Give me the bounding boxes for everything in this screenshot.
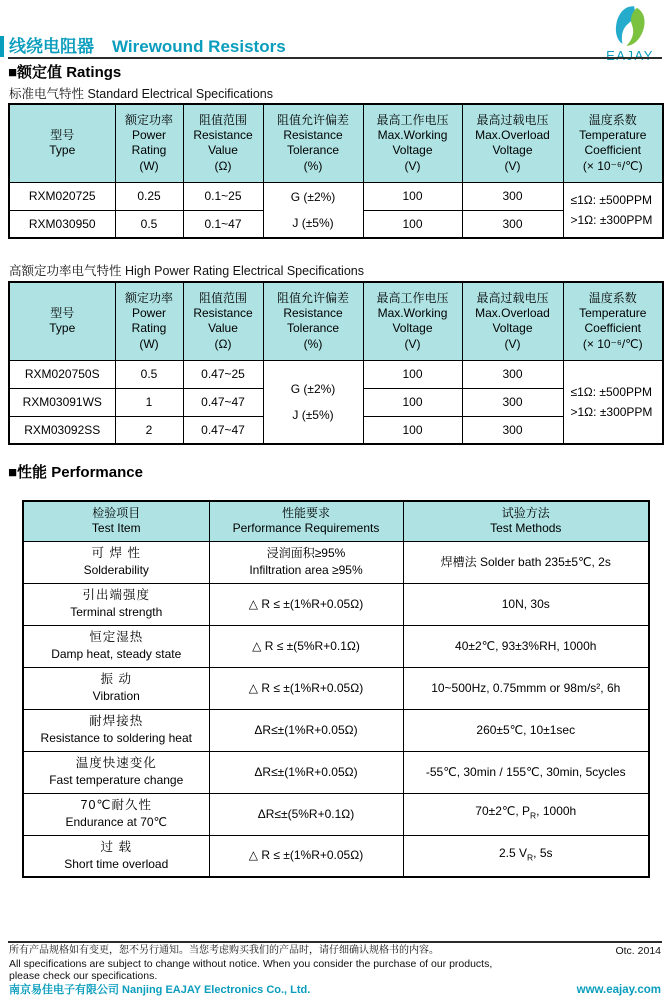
test-item-en: Fast temperature change — [49, 773, 184, 787]
col-header-temp-coefficient-zh: 温度系数 — [588, 112, 637, 127]
test-item-zh: 耐焊接热 — [89, 714, 144, 728]
temp-coefficient-line-1: ≤1Ω: ±500PPM — [570, 384, 653, 399]
power-cell: 1 — [115, 388, 183, 416]
overload-voltage-cell: 300 — [462, 210, 563, 238]
col-header-power-zh: 额定功率 — [124, 290, 173, 305]
col-header-overload-voltage-zh: 最高过载电压 — [476, 290, 549, 305]
col-header-resistance-unit: (Ω) — [214, 158, 232, 173]
col-header-resistance — [183, 104, 263, 182]
test-item-cell — [23, 709, 209, 751]
col-header-type-zh: 型号 — [50, 306, 75, 321]
table-row — [23, 751, 649, 793]
col-header-test-methods-zh: 试验方法 — [501, 506, 550, 521]
col-header-power — [115, 282, 183, 360]
temp-coefficient-cell — [563, 360, 663, 444]
tolerance-line-g: G (±2%) — [290, 189, 336, 204]
test-item-en: Terminal strength — [70, 605, 163, 619]
col-header-tolerance-zh: 阻值允许偏差 — [276, 112, 349, 127]
performance-heading: ■性能 Performance — [8, 464, 143, 481]
col-header-temp-coefficient-zh: 温度系数 — [588, 290, 637, 305]
requirement-line-1: 浸润面积≥95% — [266, 546, 346, 560]
leaf-logo-icon — [602, 4, 658, 48]
resistance-cell: 0.47~25 — [183, 360, 263, 388]
test-item-cell — [23, 751, 209, 793]
col-header-resistance-en: Resistance Value — [193, 305, 253, 335]
col-header-requirements-en: Performance Requirements — [232, 521, 380, 536]
col-header-working-voltage — [363, 282, 462, 360]
page-title — [9, 32, 286, 57]
col-header-working-voltage-unit: (V) — [404, 336, 421, 351]
temp-coefficient-line-2: >1Ω: ±300PPM — [570, 212, 653, 227]
col-header-power-unit: (W) — [139, 336, 159, 351]
requirement-line-2: Infiltration area ≥95% — [249, 563, 363, 577]
col-header-test-item-zh: 检验项目 — [92, 506, 141, 521]
col-header-temp-coefficient-en: Temperature Coefficient — [579, 305, 647, 335]
col-header-type-en: Type — [49, 321, 76, 336]
table-row — [23, 583, 649, 625]
working-voltage-cell: 100 — [363, 416, 462, 444]
col-header-working-voltage-zh: 最高工作电压 — [376, 112, 449, 127]
resistance-cell: 0.47~47 — [183, 388, 263, 416]
eajay-logo — [602, 4, 658, 63]
method-text: , 5s — [533, 846, 553, 861]
high-power-spec-table — [8, 281, 664, 445]
col-header-overload-voltage-zh: 最高过载电压 — [476, 112, 549, 127]
method-subscript: R — [530, 810, 537, 821]
method-cell — [403, 835, 649, 877]
test-item-cell — [23, 835, 209, 877]
page-title-zh: 线绕电阻器 — [9, 37, 94, 56]
col-header-requirements-zh: 性能要求 — [281, 506, 330, 521]
tolerance-cell — [263, 360, 363, 444]
table-row — [23, 541, 649, 583]
method-cell: 焊槽法 Solder bath 235±5℃, 2s — [403, 541, 649, 583]
col-header-working-voltage-en: Max.Working Voltage — [377, 305, 448, 335]
method-cell — [403, 793, 649, 835]
page-footer — [9, 945, 661, 996]
requirement-cell: ΔR≤±(1%R+0.05Ω) — [209, 709, 403, 751]
page-edge-tab — [0, 36, 4, 57]
col-header-temp-coefficient-unit: (× 10⁻⁶/℃) — [582, 336, 643, 351]
col-header-overload-voltage — [462, 104, 563, 182]
requirement-cell: △ R ≤ ±(5%R+0.1Ω) — [209, 625, 403, 667]
type-cell: RXM03092SS — [9, 416, 115, 444]
temp-coefficient-cell — [563, 182, 663, 238]
table-row — [23, 709, 649, 751]
col-header-tolerance-en: Resistance Tolerance — [283, 305, 343, 335]
test-item-cell — [23, 625, 209, 667]
test-item-en: Endurance at 70℃ — [65, 815, 168, 829]
test-item-en: Vibration — [92, 689, 140, 703]
working-voltage-cell: 100 — [363, 360, 462, 388]
col-header-type-en: Type — [49, 143, 76, 158]
requirement-cell — [209, 541, 403, 583]
requirement-cell: △ R ≤ ±(1%R+0.05Ω) — [209, 667, 403, 709]
test-item-en: Resistance to soldering heat — [40, 731, 192, 745]
overload-voltage-cell: 300 — [462, 388, 563, 416]
type-cell: RXM020725 — [9, 182, 115, 210]
col-header-test-item-en: Test Item — [91, 521, 141, 536]
col-header-overload-voltage — [462, 282, 563, 360]
high-power-subtitle: 高额定功率电气特性 High Power Rating Electrical Specifications — [9, 264, 364, 278]
resistance-cell: 0.1~47 — [183, 210, 263, 238]
performance-header-row — [23, 501, 649, 541]
method-subscript: R — [527, 852, 534, 863]
method-cell: 10N, 30s — [403, 583, 649, 625]
type-cell: RXM03091WS — [9, 388, 115, 416]
col-header-tolerance — [263, 282, 363, 360]
test-item-en: Damp heat, steady state — [51, 647, 182, 661]
test-item-en: Solderability — [83, 563, 149, 577]
power-cell: 0.25 — [115, 182, 183, 210]
col-header-working-voltage-en: Max.Working Voltage — [377, 127, 448, 157]
test-item-zh: 恒定湿热 — [89, 630, 144, 644]
test-item-zh: 可 焊 性 — [91, 546, 141, 560]
logo-wordmark: EAJAY — [606, 48, 654, 63]
col-header-test-methods — [403, 501, 649, 541]
col-header-resistance-en: Resistance Value — [193, 127, 253, 157]
power-cell: 0.5 — [115, 360, 183, 388]
company-name: 南京易佳电子有限公司 Nanjing EAJAY Electronics Co., Ltd. — [9, 983, 311, 996]
col-header-tolerance-unit: (%) — [303, 336, 323, 351]
requirement-cell: ΔR≤±(1%R+0.05Ω) — [209, 751, 403, 793]
col-header-resistance — [183, 282, 263, 360]
test-item-zh: 温度快速变化 — [75, 756, 157, 770]
standard-header-row — [9, 104, 663, 182]
power-cell: 0.5 — [115, 210, 183, 238]
test-item-zh: 引出端强度 — [82, 588, 150, 602]
col-header-type-zh: 型号 — [50, 128, 75, 143]
col-header-power-en: Power Rating — [131, 127, 167, 157]
test-item-zh: 过 载 — [100, 839, 132, 854]
col-header-power — [115, 104, 183, 182]
method-text: , 1000h — [536, 804, 577, 819]
page-title-en: Wirewound Resistors — [112, 37, 286, 56]
col-header-resistance-unit: (Ω) — [214, 336, 232, 351]
test-item-cell — [23, 667, 209, 709]
col-header-tolerance-unit: (%) — [303, 158, 323, 173]
working-voltage-cell: 100 — [363, 182, 462, 210]
ratings-heading: ■额定值 Ratings — [8, 64, 122, 81]
col-header-working-voltage — [363, 104, 462, 182]
col-header-type — [9, 104, 115, 182]
test-item-cell — [23, 541, 209, 583]
col-header-resistance-zh: 阻值范围 — [198, 112, 247, 127]
col-header-overload-voltage-unit: (V) — [504, 158, 521, 173]
test-item-zh: 70℃耐久性 — [80, 798, 152, 812]
col-header-overload-voltage-unit: (V) — [504, 336, 521, 351]
test-item-cell — [23, 583, 209, 625]
temp-coefficient-line-1: ≤1Ω: ±500PPM — [570, 192, 653, 207]
standard-spec-subtitle: 标准电气特性 Standard Electrical Specifications — [9, 87, 273, 101]
col-header-temp-coefficient — [563, 104, 663, 182]
working-voltage-cell: 100 — [363, 210, 462, 238]
col-header-working-voltage-zh: 最高工作电压 — [376, 290, 449, 305]
table-row — [23, 835, 649, 877]
type-cell: RXM030950 — [9, 210, 115, 238]
col-header-power-en: Power Rating — [131, 305, 167, 335]
col-header-temp-coefficient — [563, 282, 663, 360]
requirement-cell: △ R ≤ ±(1%R+0.05Ω) — [209, 583, 403, 625]
high-power-header-row — [9, 282, 663, 360]
website-link[interactable]: www.eajay.com — [576, 983, 661, 996]
col-header-power-unit: (W) — [139, 158, 159, 173]
resistance-cell: 0.1~25 — [183, 182, 263, 210]
col-header-temp-coefficient-en: Temperature Coefficient — [579, 127, 647, 157]
test-item-zh: 振 动 — [100, 672, 132, 686]
method-cell: 260±5℃, 10±1sec — [403, 709, 649, 751]
overload-voltage-cell: 300 — [462, 416, 563, 444]
method-text: 70±2℃, P — [475, 804, 531, 819]
tolerance-line-j: J (±5%) — [292, 407, 334, 422]
tolerance-cell — [263, 182, 363, 238]
table-row — [23, 625, 649, 667]
table-row — [9, 360, 663, 388]
col-header-test-item — [23, 501, 209, 541]
power-cell: 2 — [115, 416, 183, 444]
footer-notice-en-line2: please check our specifications. — [9, 970, 158, 982]
method-cell: 10~500Hz, 0.75mmm or 98m/s², 6h — [403, 667, 649, 709]
overload-voltage-cell: 300 — [462, 360, 563, 388]
temp-coefficient-line-2: >1Ω: ±300PPM — [570, 404, 653, 419]
table-row — [23, 667, 649, 709]
table-row — [9, 182, 663, 210]
overload-voltage-cell: 300 — [462, 182, 563, 210]
col-header-test-methods-en: Test Methods — [490, 521, 562, 536]
table-row — [23, 793, 649, 835]
title-divider — [8, 57, 662, 59]
footer-divider — [8, 941, 662, 943]
requirement-cell: △ R ≤ ±(1%R+0.05Ω) — [209, 835, 403, 877]
type-cell: RXM020750S — [9, 360, 115, 388]
test-item-cell — [23, 793, 209, 835]
col-header-tolerance — [263, 104, 363, 182]
resistance-cell: 0.47~47 — [183, 416, 263, 444]
tolerance-line-j: J (±5%) — [292, 215, 334, 230]
working-voltage-cell: 100 — [363, 388, 462, 416]
col-header-temp-coefficient-unit: (× 10⁻⁶/℃) — [582, 158, 643, 173]
method-cell: 40±2℃, 93±3%RH, 1000h — [403, 625, 649, 667]
col-header-resistance-zh: 阻值范围 — [198, 290, 247, 305]
method-cell: -55℃, 30min / 155℃, 30min, 5cycles — [403, 751, 649, 793]
col-header-type — [9, 282, 115, 360]
tolerance-line-g: G (±2%) — [290, 381, 336, 396]
col-header-overload-voltage-en: Max.Overload Voltage — [475, 305, 550, 335]
footer-notice-zh: 所有产品规格如有变更，恕不另行通知。当您考虑购买我们的产品时，请仔细确认规格书的内容。 — [9, 945, 439, 956]
performance-table — [22, 500, 650, 878]
col-header-requirements — [209, 501, 403, 541]
requirement-cell: ΔR≤±(5%R+0.1Ω) — [209, 793, 403, 835]
col-header-working-voltage-unit: (V) — [404, 158, 421, 173]
test-item-en: Short time overload — [64, 856, 169, 871]
col-header-overload-voltage-en: Max.Overload Voltage — [475, 127, 550, 157]
footer-notice-en-line1: All specifications are subject to change without notice. When you consider the purchase of our products, — [9, 957, 493, 970]
col-header-tolerance-en: Resistance Tolerance — [283, 127, 343, 157]
doc-date: Otc. 2014 — [615, 945, 661, 957]
col-header-tolerance-zh: 阻值允许偏差 — [276, 290, 349, 305]
standard-spec-table — [8, 103, 664, 239]
col-header-power-zh: 额定功率 — [124, 112, 173, 127]
method-text: 2.5 V — [498, 846, 528, 861]
